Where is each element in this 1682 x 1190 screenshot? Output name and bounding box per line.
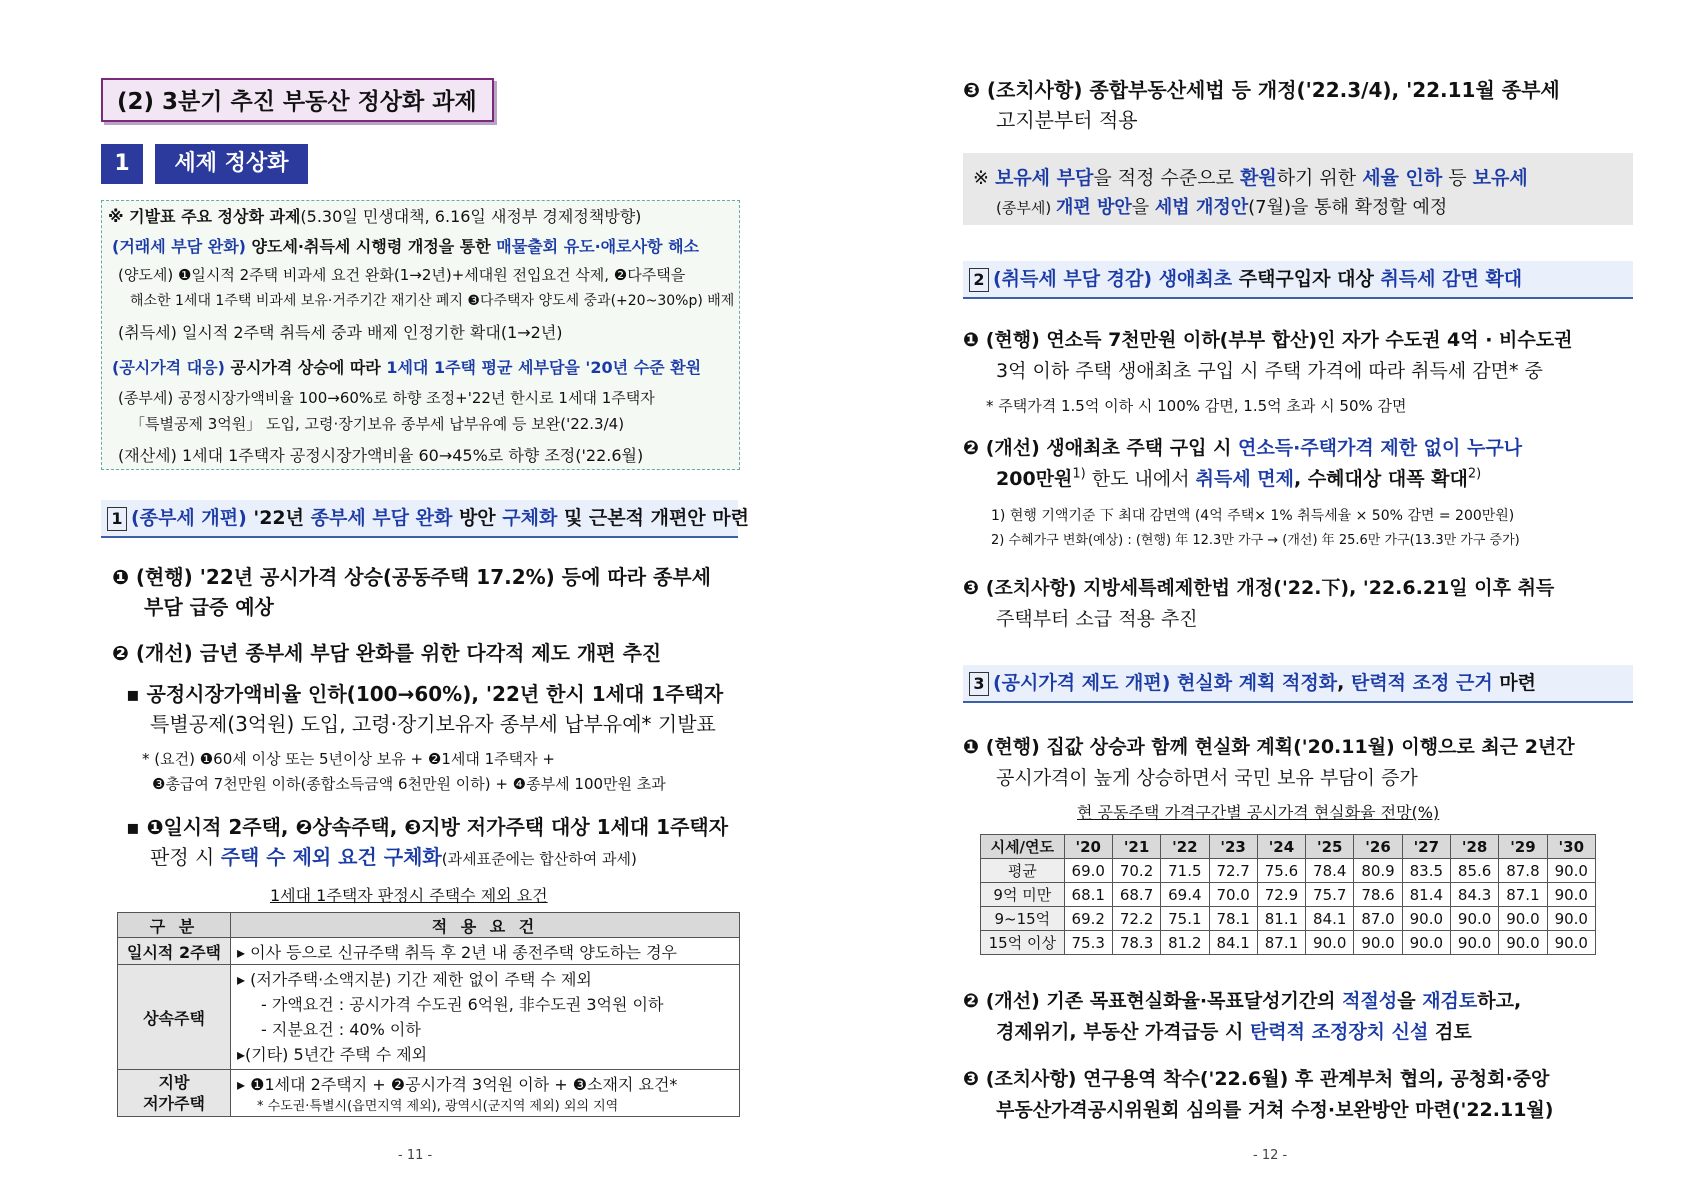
table-cell: 75.1 [1161, 907, 1209, 931]
note-line: (거래세 부담 완화) 양도세·취득세 시행령 개정을 통한 매물출회 유도·애로사항 해소 [112, 237, 699, 256]
table-cell: 90.0 [1499, 907, 1547, 931]
table-cell: 81.4 [1402, 883, 1450, 907]
table-header: '24 [1257, 835, 1305, 859]
table-header: '20 [1064, 835, 1112, 859]
paragraph: 3억 이하 주택 생애최초 구입 시 주택 가격에 따라 취득세 감면* 중 [996, 360, 1543, 382]
table-cell: 90.0 [1499, 931, 1547, 955]
table-cell: 15억 이상 [981, 931, 1065, 955]
paragraph: 경제위기, 부동산 가격급등 시 탄력적 조정장치 신설 검토 [996, 1021, 1472, 1043]
table-row: 지방 저가주택 ▸ ❶1세대 2주택지 + ❷공시가격 3억원 이하 + ❸소재지 요건* * 수도권·특별시(읍면지역 제외), 광역시(군지역 제외) 외의 지역 [118, 1070, 740, 1117]
table-cell: 72.2 [1112, 907, 1160, 931]
bullet: 판정 시 주택 수 제외 요건 구체화(과세표준에는 합산하여 과세) [150, 845, 637, 869]
table-cell: 90.0 [1306, 931, 1354, 955]
table-cell: 70.2 [1112, 859, 1160, 883]
table-row [981, 931, 1596, 955]
table-row [981, 883, 1596, 907]
section-number: 1 [101, 144, 143, 184]
table-cell: 90.0 [1547, 931, 1595, 955]
table-cell: 71.5 [1161, 859, 1209, 883]
table-row: 상속주택 ▸ (저가주택·소액지분) 기간 제한 없이 주택 수 제외 - 가액요건 : 공시가격 수도권 6억원, 非수도권 3억원 이하 - 지분요건 : 40% 이하 ▸(기타) 5년간 주택 수 제외 [118, 965, 740, 1070]
exclusion-table [117, 912, 740, 1117]
table-header: 시세/연도 [981, 835, 1065, 859]
table-header: '26 [1354, 835, 1402, 859]
table-cell: 78.3 [1112, 931, 1160, 955]
table-cell: 90.0 [1450, 931, 1498, 955]
paragraph: ❷ (개선) 생애최초 주택 구입 시 연소득·주택가격 제한 없이 누구나 [963, 437, 1523, 459]
table-header: '28 [1450, 835, 1498, 859]
paragraph: ❶ (현행) 연소득 7천만원 이하(부부 합산)인 자가 수도권 4억 · 비수도권 [963, 329, 1573, 351]
paragraph: 고지분부터 적용 [996, 108, 1138, 132]
footnote: 1) 현행 기액기준 下 최대 감면액 (4억 주택× 1% 취득세율 × 50% 감면 = 200만원) [991, 508, 1515, 524]
paragraph: ❶ (현행) 집값 상승과 함께 현실화 계획('20.11월) 이행으로 최근 2년간 [963, 736, 1575, 758]
table-header: '21 [1112, 835, 1160, 859]
paragraph: 200만원$^{1)}$ 한도 내에서 취득세 면제, 수혜대상 대폭 확대$^{2)}$ [996, 466, 1482, 490]
table-cell: 80.9 [1354, 859, 1402, 883]
table-cell: 90.0 [1402, 931, 1450, 955]
note-line: (종부세) 공정시장가액비율 100→60%로 하향 조정+'22년 한시로 1세대 1주택자 [118, 389, 655, 407]
table-row [981, 859, 1596, 883]
table-cell: 84.1 [1209, 931, 1257, 955]
paragraph: ❸ (조치사항) 지방세특례제한법 개정('22.下), '22.6.21일 이후 취득 [963, 577, 1555, 599]
table-header: '23 [1209, 835, 1257, 859]
table-header: 구 분 [118, 913, 231, 938]
table-cell: 68.1 [1064, 883, 1112, 907]
bullet: ▪ ❶일시적 2주택, ❷상속주택, ❸지방 저가주택 대상 1세대 1주택자 [126, 815, 729, 839]
table-cell: 78.6 [1354, 883, 1402, 907]
subheading-public-price: 3 (공시가격 제도 개편) 현실화 계획 적정화, 탄력적 조정 근거 마련 [963, 665, 1633, 703]
page-number: - 12 - [1253, 1148, 1288, 1163]
table-cell: 87.0 [1354, 907, 1402, 931]
table-cell: 75.7 [1306, 883, 1354, 907]
table-header: 적 용 요 건 [231, 913, 740, 938]
table-cell: 90.0 [1547, 883, 1595, 907]
table-cell: 69.2 [1064, 907, 1112, 931]
table-cell: 83.5 [1402, 859, 1450, 883]
table-cell: 90.0 [1547, 859, 1595, 883]
table-cell: 9억 미만 [981, 883, 1065, 907]
table-caption: 1세대 1주택자 판정시 주택수 제외 요건 [270, 886, 548, 905]
paragraph: 부담 급증 예상 [144, 595, 274, 619]
table-header: '30 [1547, 835, 1595, 859]
footnote: * 주택가격 1.5억 이하 시 100% 감면, 1.5억 초과 시 50% 감면 [986, 397, 1407, 415]
bullet: ▪ 공정시장가액비율 인하(100→60%), '22년 한시 1세대 1주택자 [126, 682, 724, 706]
table-row [981, 907, 1596, 931]
table-cell: 78.1 [1209, 907, 1257, 931]
paragraph: ❸ (조치사항) 종합부동산세법 등 개정('22.3/4), '22.11월 종부세 [963, 78, 1560, 102]
table-cell: 90.0 [1354, 931, 1402, 955]
table-cell: 85.6 [1450, 859, 1498, 883]
table-cell: 72.7 [1209, 859, 1257, 883]
table-cell: 81.1 [1257, 907, 1305, 931]
table-header: '22 [1161, 835, 1209, 859]
table-cell: 9~15억 [981, 907, 1065, 931]
table-header: '29 [1499, 835, 1547, 859]
table-cell: 87.8 [1499, 859, 1547, 883]
paragraph: ❸ (조치사항) 연구용역 착수('22.6월) 후 관계부처 협의, 공청회·중앙 [963, 1068, 1550, 1090]
table-cell: 84.3 [1450, 883, 1498, 907]
table-cell: 90.0 [1450, 907, 1498, 931]
note-line: (양도세) ❶일시적 2주택 비과세 요건 완화(1→2년)+세대원 전입요건 삭제, ❷다주택을 [118, 266, 686, 284]
paragraph: 부동산가격공시위원회 심의를 거쳐 수정·보완방안 마련('22.11월) [996, 1099, 1554, 1121]
section-title: 세제 정상화 [155, 144, 308, 184]
table-cell: 90.0 [1547, 907, 1595, 931]
table-cell: 평균 [981, 859, 1065, 883]
note-line: (종부세) 개편 방안을 세법 개정안(7월)을 통해 확정할 예정 [996, 197, 1448, 218]
table-caption: 현 공동주택 가격구간별 공시가격 현실화율 전망(%) [1077, 803, 1440, 822]
table-cell: 84.1 [1306, 907, 1354, 931]
footnote: ❸총급여 7천만원 이하(종합소득금액 6천만원 이하) + ❹종부세 100만원 초과 [152, 775, 666, 793]
paragraph: ❶ (현행) '22년 공시가격 상승(공동주택 17.2%) 등에 따라 종부세 [112, 565, 711, 589]
right-page [841, 0, 1682, 1190]
table-cell: 78.4 [1306, 859, 1354, 883]
table-cell: 87.1 [1257, 931, 1305, 955]
table-cell: 69.0 [1064, 859, 1112, 883]
table-header: '25 [1306, 835, 1354, 859]
note-line: (공시가격 대응) 공시가격 상승에 따라 1세대 1주택 평균 세부담을 '20년 수준 환원 [112, 358, 702, 377]
table-cell: 68.7 [1112, 883, 1160, 907]
table-cell: 75.6 [1257, 859, 1305, 883]
page-title: (2) 3분기 추진 부동산 정상화 과제 [101, 78, 494, 122]
table-cell: 81.2 [1161, 931, 1209, 955]
note-line: ※ 기발표 주요 정상화 과제(5.30일 민생대책, 6.16일 새정부 경제정책방향) [108, 207, 642, 226]
subheading-acquisition-tax: 2 (취득세 부담 경감) 생애최초 주택구입자 대상 취득세 감면 확대 [963, 261, 1633, 299]
table-cell: 72.9 [1257, 883, 1305, 907]
table-cell: 90.0 [1402, 907, 1450, 931]
note-line: (취득세) 일시적 2주택 취득세 중과 배제 인정기한 확대(1→2년) [118, 323, 563, 342]
table-cell: 87.1 [1499, 883, 1547, 907]
table-row: 일시적 2주택 ▸ 이사 등으로 신규주택 취득 후 2년 내 종전주택 양도하는 경우 [118, 938, 740, 965]
table-cell: 69.4 [1161, 883, 1209, 907]
footnote: * (요건) ❶60세 이상 또는 5년이상 보유 + ❷1세대 1주택자 + [142, 750, 555, 768]
paragraph: ❷ (개선) 금년 종부세 부담 완화를 위한 다각적 제도 개편 추진 [112, 641, 662, 665]
note-line: ※ 보유세 부담을 적정 수준으로 환원하기 위한 세율 인하 등 보유세 [973, 167, 1528, 189]
footnote: 2) 수혜가구 변화(예상) : (현행) 年 12.3만 가구 → (개선) 年 25.6만 가구(13.3만 가구 증가) [991, 533, 1520, 548]
paragraph: 공시가격이 높게 상승하면서 국민 보유 부담이 증가 [996, 767, 1418, 789]
paragraph: 주택부터 소급 적용 추진 [996, 608, 1198, 630]
table-cell: 70.0 [1209, 883, 1257, 907]
note-line: 「특별공제 3억원」 도입, 고령·장기보유 종부세 납부유예 등 보완('22.3/4) [130, 415, 625, 433]
realization-rate-table [980, 834, 1596, 955]
subheading-property-tax: 1 (종부세 개편) '22년 종부세 부담 완화 방안 구체화 및 근본적 개편안 마련 [101, 500, 738, 538]
paragraph: ❷ (개선) 기존 목표현실화율·목표달성기간의 적절성을 재검토하고, [963, 990, 1522, 1012]
bullet: 특별공제(3억원) 도입, 고령·장기보유자 종부세 납부유예* 기발표 [150, 712, 716, 736]
table-cell: 75.3 [1064, 931, 1112, 955]
note-line: 해소한 1세대 1주택 비과세 보유·거주기간 재기산 폐지 ❸다주택자 양도세 중과(+20~30%p) 배제 [130, 293, 735, 309]
table-header: '27 [1402, 835, 1450, 859]
note-line: (재산세) 1세대 1주택자 공정시장가액비율 60→45%로 하향 조정('22.6월) [118, 446, 644, 465]
page-number: - 11 - [398, 1148, 433, 1163]
